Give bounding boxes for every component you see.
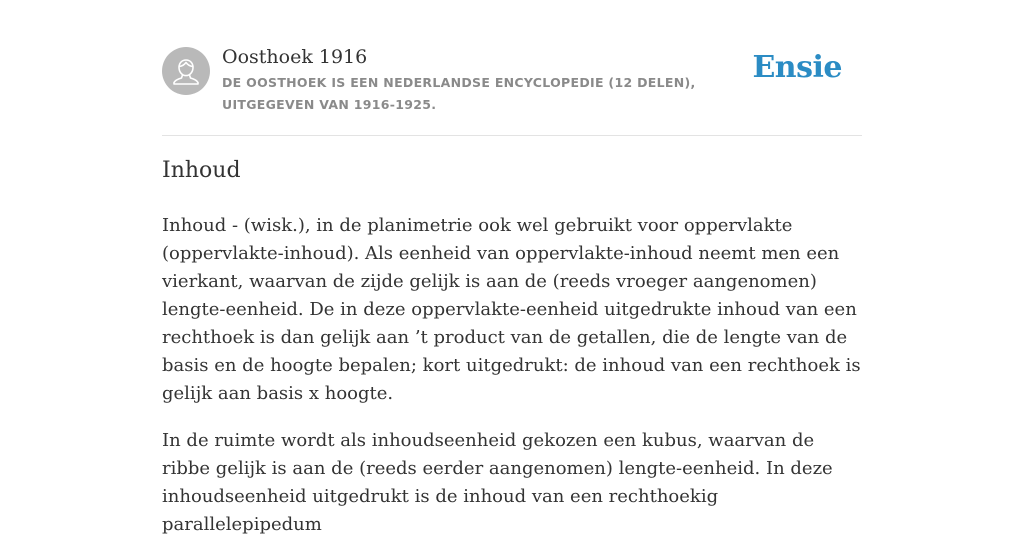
source-title[interactable]: Oosthoek 1916 <box>222 46 368 68</box>
user-silhouette-icon <box>162 47 210 95</box>
ensie-logo[interactable]: Ensie <box>752 50 842 85</box>
source-header <box>162 0 862 136</box>
source-avatar[interactable] <box>162 47 210 95</box>
article-body <box>162 212 862 558</box>
article-paragraph: In de ruimte wordt als inhoudseenheid gekozen een kubus, waarvan de ribbe gelijk is aan de (reeds eerder aangenomen) lengte-eenheid. In deze inhoudseenheid uitgedrukt is de inhoud van een rechthoekig parallelepipedum <box>162 430 833 535</box>
page-container <box>162 0 862 535</box>
article-paragraph: Inhoud - (wisk.), in de planimetrie ook wel gebruikt voor oppervlakte (oppervlakte-inhoud). Als eenheid van oppervlakte-inhoud neemt men een vierkant, waarvan de zijde gelijk is aan de (reeds vroeger aangenomen) lengte-eenheid. De in deze oppervlakte-eenheid uitgedrukte inhoud van een rechthoek is dan gelijk aan ’t product van de getallen, die de lengte van de basis en de hoogte bepalen; kort uitgedrukt: de inhoud van een rechthoek is gelijk aan basis x hoogte. <box>162 215 861 404</box>
article-title: Inhoud <box>162 158 241 183</box>
source-description: DE OOSTHOEK IS EEN NEDERLANDSE ENCYCLOPEDIE (12 DELEN), UITGEGEVEN VAN 1916-1925. <box>222 75 696 112</box>
